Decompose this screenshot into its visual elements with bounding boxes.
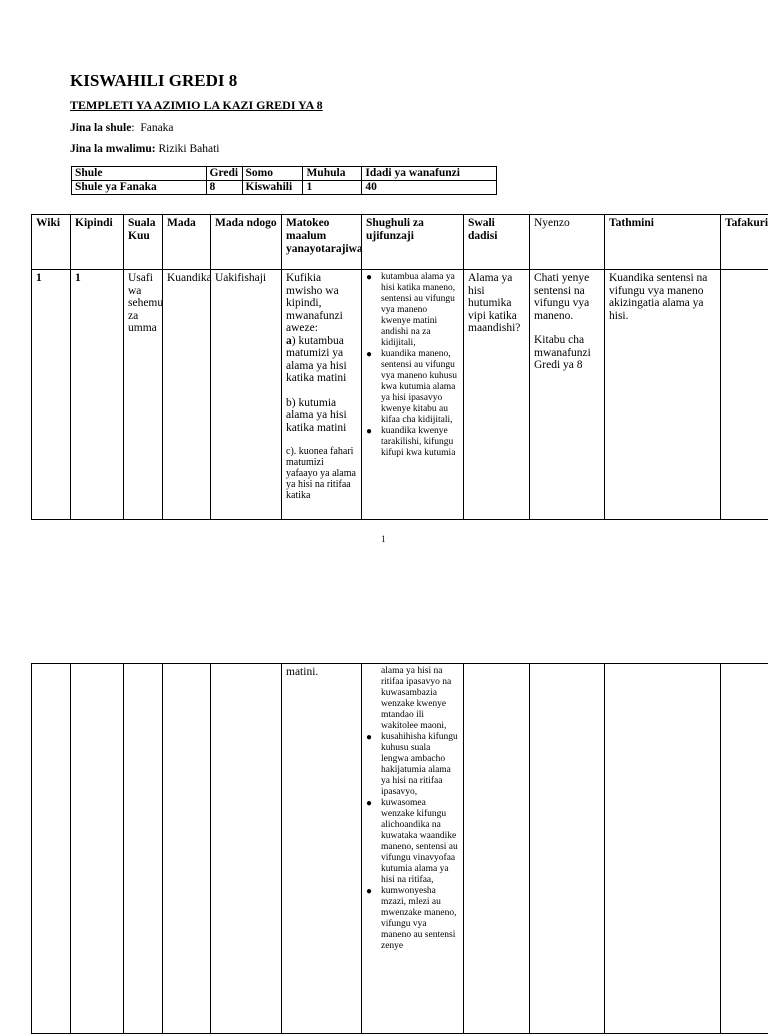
header-tathmini: Tathmini xyxy=(605,215,721,270)
info-cell: Shule ya Fanaka xyxy=(72,181,207,195)
nyenzo-item: Kitabu cha mwanafunzi Gredi ya 8 xyxy=(534,334,600,372)
shughuli-item: ● kuwasomea wenzake kifungu alichoandika na kuwataka waandike maneno, sentensi au vifungu vinavyofaa kutumia alama ya hisi na ritifaa, xyxy=(366,798,459,886)
cell-tathmini: Kuandika sentensi na vifungu vya maneno akizingatia alama ya hisi. xyxy=(605,270,721,520)
school-line: Jina la shule: Fanaka xyxy=(70,122,174,134)
info-table xyxy=(71,166,497,195)
info-cell: 1 xyxy=(303,181,362,195)
cell-swali-dadisi: Alama ya hisi hutumika vipi katika maandishi? xyxy=(464,270,530,520)
cell-tafakuri xyxy=(721,270,768,520)
shughuli-item: ● kutambua alama ya hisi katika maneno, sentensi au vifungu vya maneno kwenye matini andishi na za kidijitali, xyxy=(366,272,459,349)
header-mada-ndogo: Mada ndogo xyxy=(211,215,282,270)
cell-mada: Kuandika xyxy=(163,270,211,520)
scheme-row-continued xyxy=(32,664,768,1034)
shughuli-list xyxy=(366,666,459,952)
cell-kipindi: 1 xyxy=(71,270,124,520)
cell-mada-ndogo: Uakifishaji xyxy=(211,270,282,520)
info-header-cell: Gredi xyxy=(206,167,242,181)
cell-shughuli xyxy=(362,664,464,1034)
cell-wiki: 1 xyxy=(32,270,71,520)
shughuli-item: ● kusahihisha kifungu kuhusu suala lengwa ambacho hakijatumia alama ya hisi na ritifaa ipasavyo, xyxy=(366,732,459,798)
info-table-row xyxy=(72,181,497,195)
teacher-value: Riziki Bahati xyxy=(159,143,220,155)
scheme-row xyxy=(32,270,768,520)
info-header-cell: Somo xyxy=(242,167,303,181)
matokeo-a-text: ) kutambua matumizi ya alama ya hisi katika matini xyxy=(286,335,347,385)
cell-swali-dadisi xyxy=(464,664,530,1034)
info-cell: 8 xyxy=(206,181,242,195)
teacher-line xyxy=(70,143,220,155)
document-subtitle: TEMPLETI YA AZIMIO LA KAZI GREDI YA 8 xyxy=(70,98,323,113)
scheme-table-continued xyxy=(31,663,768,1034)
scheme-header-row xyxy=(32,215,768,270)
header-wiki: Wiki xyxy=(32,215,71,270)
cell-suala-kuu xyxy=(124,664,163,1034)
info-header-cell: Idadi ya wanafunzi xyxy=(362,167,497,181)
scheme-table xyxy=(31,214,768,520)
cell-matokeo xyxy=(282,270,362,520)
cell-tathmini xyxy=(605,664,721,1034)
cell-tafakuri xyxy=(721,664,768,1034)
shughuli-item-continued: alama ya hisi na ritifaa ipasavyo na kuwasambazia wenzake kwenye mtandao ili wakitolee maoni, xyxy=(366,666,459,732)
cell-matokeo: matini. xyxy=(282,664,362,1034)
cell-suala-kuu: Usafi wa sehemu za umma xyxy=(124,270,163,520)
shughuli-list xyxy=(366,272,459,459)
info-header-cell: Muhula xyxy=(303,167,362,181)
cell-kipindi xyxy=(71,664,124,1034)
cell-mada-ndogo xyxy=(211,664,282,1034)
document-title: KISWAHILI GREDI 8 xyxy=(70,71,237,91)
header-nyenzo: Nyenzo xyxy=(530,215,605,270)
nyenzo-item: Chati yenye sentensi na vifungu vya maneno. xyxy=(534,272,600,322)
teacher-label: Jina la mwalimu: xyxy=(70,143,156,155)
info-table-header xyxy=(72,167,497,181)
header-tafakuri: Tafakuri xyxy=(721,215,768,270)
page-number: 1 xyxy=(381,534,386,544)
matokeo-c: c). kuonea fahari matumizi yafaayo ya alama ya hisi na ritifaa katika xyxy=(286,446,357,501)
header-matokeo: Matokeo maalum yanayotarajiwa xyxy=(282,215,362,270)
school-label: Jina la shule xyxy=(70,122,131,134)
matokeo-b: b) kutumia alama ya hisi katika matini xyxy=(286,397,357,435)
shughuli-item: ● kumwonyesha mzazi, mlezi au mwenzake maneno, vifungu vya maneno au sentensi zenye xyxy=(366,886,459,952)
info-cell: Kiswahili xyxy=(242,181,303,195)
info-cell: 40 xyxy=(362,181,497,195)
header-swali-dadisi: Swali dadisi xyxy=(464,215,530,270)
info-header-cell: Shule xyxy=(72,167,207,181)
header-mada: Mada xyxy=(163,215,211,270)
cell-nyenzo xyxy=(530,664,605,1034)
header-kipindi: Kipindi xyxy=(71,215,124,270)
shughuli-item: ● kuandika maneno, sentensi au vifungu vya maneno kuhusu kwa kutumia alama ya hisi ipasavyo kwenye kitabu au kifaa cha kidijitali, xyxy=(366,349,459,426)
matokeo-a-letter: a xyxy=(286,335,292,347)
header-shughuli: Shughuli za ujifunzaji xyxy=(362,215,464,270)
cell-mada xyxy=(163,664,211,1034)
cell-wiki xyxy=(32,664,71,1034)
school-value: Fanaka xyxy=(140,122,173,134)
matokeo-intro: Kufikia mwisho wa kipindi, mwanafunzi aweze: xyxy=(286,272,357,335)
matokeo-a xyxy=(286,335,357,385)
cell-shughuli xyxy=(362,270,464,520)
shughuli-item: ● kuandika kwenye tarakilishi, kifungu kifupi kwa kutumia xyxy=(366,426,459,459)
cell-nyenzo xyxy=(530,270,605,520)
header-suala-kuu: Suala Kuu xyxy=(124,215,163,270)
